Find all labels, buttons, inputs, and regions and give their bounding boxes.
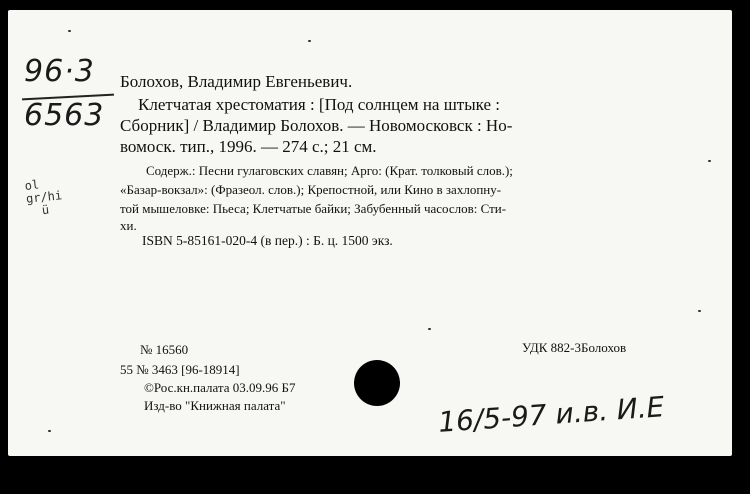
isbn-line: ISBN 5-85161-020-4 (в пер.) : Б. ц. 1500 экз. [142, 233, 393, 248]
speck [68, 30, 71, 32]
speck [48, 430, 51, 432]
catalog-number: 55 № 3463 [96-18914] [120, 362, 240, 377]
speck [698, 310, 701, 312]
handwritten-margin-note: ol gr/hi ü [23, 177, 63, 219]
title-line-2: Сборник] / Владимир Болохов. — Новомосковск : Но- [120, 116, 513, 135]
contents-line-1: Содерж.: Песни гулаговских славян; Арго: (Крат. толковый слов.); [146, 163, 513, 178]
contents-line-4: хи. [120, 218, 137, 233]
speck [708, 160, 711, 162]
catalog-card [8, 10, 732, 456]
punch-hole [354, 360, 400, 406]
contents-line-3: той мышеловке: Пьеса; Клетчатые байки; Забубенный часослов: Сти- [120, 201, 507, 216]
handwritten-signature: 16/5-97 и.в. И.Е [437, 390, 666, 439]
title-line-1: Клетчатая хрестоматия : [Под солнцем на штыке : [138, 95, 501, 114]
publisher-line: Изд-во "Книжная палата" [144, 398, 286, 413]
registration-number: № 16560 [140, 342, 189, 357]
contents-line-2: «Базар-вокзал»: (Фразеол. слов.); Крепостной, или Кино в захлопну- [120, 182, 502, 197]
udk-code: УДК 882-3Болохов [522, 340, 627, 355]
speck [308, 40, 311, 42]
shelfmark-top: 96·3 [24, 54, 95, 89]
title-line-3: вомоск. тип., 1996. — 274 с.; 21 см. [120, 137, 377, 156]
shelfmark-bottom: 6563 [24, 98, 105, 133]
author-heading: Болохов, Владимир Евгеньевич. [120, 72, 353, 91]
speck [428, 328, 431, 330]
book-chamber-stamp: ©Рос.кн.палата 03.09.96 Б7 [144, 380, 296, 395]
